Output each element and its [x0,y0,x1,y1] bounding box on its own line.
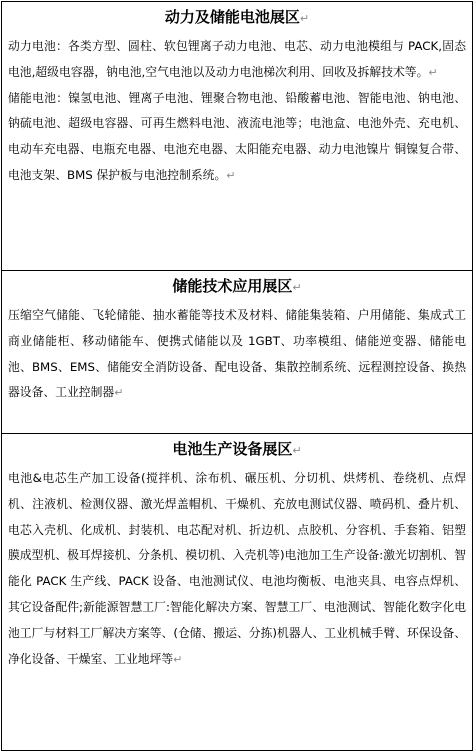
section-title [8,438,466,462]
paragraph-text: 动力电池：各类方型、圆柱、软包锂离子动力电池、电芯、动力电池模组与 PACK,固态电池,超级电容器，钠电池,空气电池以及动力电池梯次利用、回收及拆解技术等。 [8,39,466,79]
paragraph-mark-icon: ↵ [226,168,236,182]
zone-row [2,2,473,271]
exhibition-zones-table [1,1,473,751]
section-title-text: 电池生产设备展区 [172,440,293,458]
section-paragraph [8,466,466,672]
section-title [8,6,466,30]
paragraph-mark-icon: ↵ [292,281,302,294]
section-title-text: 储能技术应用展区 [172,277,293,295]
section-paragraph [8,303,466,406]
paragraph-text: 储能电池：镍氢电池、锂离子电池、锂聚合物电池、铅酸蓄电池、智能电池、钠电池、钠硫电池、超级电容器、可再生燃料电池、液流电池等；电池盒、电池外壳、充电机、电动车充电器、电瓶充电器、电池充电器、太阳能充电器、动力电池镍片 铜镍复合带、电池支架、BMS 保护板与电池控制系统。 [8,90,466,182]
paragraph-text: 电池&电芯生产加工设备(搅拌机、涂布机、碾压机、分切机、烘烤机、卷绕机、点焊机、注液机、检测仪器、激光焊盖帽机、干燥机、充放电测试仪器、喷码机、叠片机、电芯入壳机、化成机、封装机、电芯配对机、折边机、点胶机、分容机、手套箱、铝塑膜成型机、极耳焊接机、分条机、模切机、入壳机等)电池加工生产设备:激光切割机、智能化 PACK 生产线、PACK 设备、电池测试仪、电池均衡板、电池夹具、电容点焊机、其它设备配件;新能源智慧工厂:智能化解决方案、智慧工厂、电池测试、智能化数字化电池工厂与材料工厂解决方案等、(仓储、搬运、分拣)机器人、工业机械手臂、环保设备、净化设备、干燥室、工业地坪等 [8,471,466,666]
paragraph-mark-icon: ↵ [299,12,310,25]
section-paragraph [8,86,466,189]
section-title [8,275,466,299]
section-paragraph [8,34,466,86]
paragraph-mark-icon: ↵ [292,444,302,457]
section-title-text: 动力及储能电池展区 [164,8,300,26]
zone-row [2,434,473,751]
paragraph-mark-icon: ↵ [114,386,124,400]
zone-cell-energy-storage [2,271,473,434]
paragraph-mark-icon: ↵ [173,652,183,666]
zone-cell-production-equipment [2,434,473,751]
paragraph-mark-icon: ↵ [428,65,438,79]
zone-cell-power-battery [2,2,473,271]
zone-row [2,271,473,434]
paragraph-text: 压缩空气储能、飞轮储能、抽水蓄能等技术及材料、储能集装箱、户用储能、集成式工商业储能柜、移动储能车、便携式储能以及 1GBT、功率模组、储能逆变器、储能电池、BMS、EMS、储能安全消防设备、配电设备、集散控制系统、远程测控设备、换热器设备、工业控制器 [8,308,466,400]
